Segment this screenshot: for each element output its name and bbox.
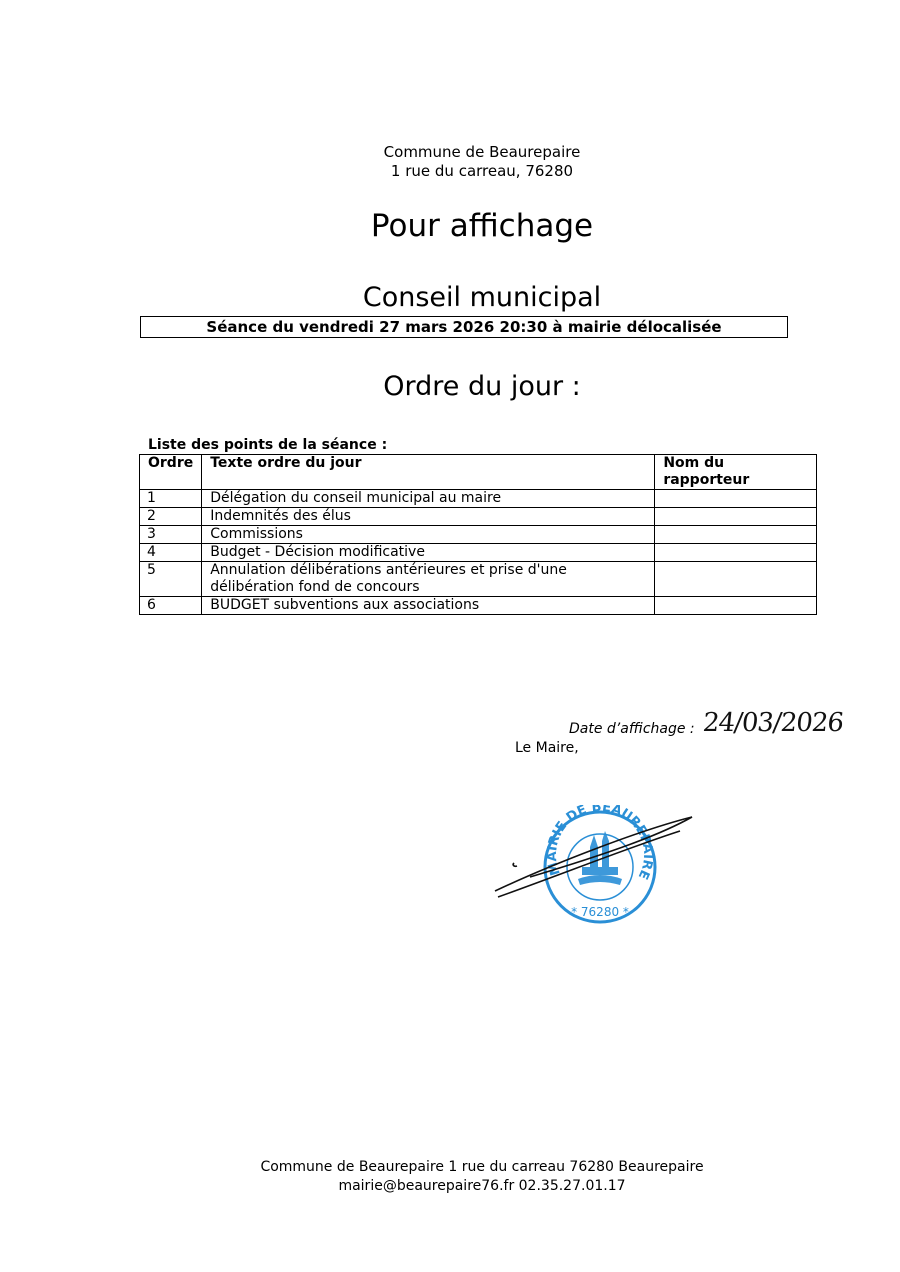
table-row [140, 562, 817, 597]
row-rapporteur [655, 562, 817, 597]
row-rapporteur [655, 490, 817, 508]
row-number: 2 [140, 508, 202, 526]
posting-date-handwritten: 24/03/2026 [701, 708, 845, 738]
row-rapporteur [655, 597, 817, 615]
stamp-and-signature [490, 805, 700, 934]
agenda-list-label: Liste des points de la séance : [148, 437, 388, 453]
page-title: Pour affichage [370, 208, 594, 244]
commune-header [0, 143, 900, 181]
commune-address: 1 rue du carreau, 76280 [390, 162, 574, 180]
row-text: BUDGET subventions aux associations [202, 597, 655, 615]
table-row [140, 544, 817, 562]
row-rapporteur [655, 508, 817, 526]
row-number: 5 [140, 562, 202, 597]
row-rapporteur [655, 544, 817, 562]
posting-date-label: Date d’affichage : [569, 721, 695, 737]
header-texte: Texte ordre du jour [202, 455, 655, 490]
row-text: Indemnités des élus [202, 508, 655, 526]
footer-address: Commune de Beaurepaire 1 rue du carreau 76280 Beaurepaire [260, 1159, 704, 1175]
council-title: Conseil municipal [362, 282, 602, 313]
row-text: Commissions [202, 526, 655, 544]
row-text: Budget - Décision modificative [202, 544, 655, 562]
row-text: Annulation délibérations antérieures et prise d'une délibération fond de concours [202, 562, 655, 597]
agenda-title: Ordre du jour : [383, 371, 581, 402]
row-number: 1 [140, 490, 202, 508]
page-footer [0, 1158, 900, 1196]
row-text: Délégation du conseil municipal au maire [202, 490, 655, 508]
agenda-table [139, 454, 817, 615]
row-number: 3 [140, 526, 202, 544]
commune-name: Commune de Beaurepaire [383, 143, 581, 161]
row-number: 6 [140, 597, 202, 615]
table-header-row [140, 455, 817, 490]
table-row [140, 526, 817, 544]
svg-text:MAIRIE DE BEAUREPAIRE: MAIRIE DE BEAUREPAIRE [544, 805, 656, 882]
row-number: 4 [140, 544, 202, 562]
header-ordre: Ordre [140, 455, 202, 490]
mayor-seal-stamp [490, 805, 700, 930]
row-rapporteur [655, 526, 817, 544]
svg-text:* 76280 *: * 76280 * [571, 905, 629, 919]
table-row [140, 490, 817, 508]
table-row [140, 508, 817, 526]
header-rapporteur: Nom du rapporteur [655, 455, 817, 490]
footer-contact: mairie@beaurepaire76.fr 02.35.27.01.17 [338, 1178, 626, 1194]
mayor-label: Le Maire, [515, 740, 579, 756]
session-banner: Séance du vendredi 27 mars 2026 20:30 à mairie délocalisée [140, 316, 788, 338]
table-row [140, 597, 817, 615]
